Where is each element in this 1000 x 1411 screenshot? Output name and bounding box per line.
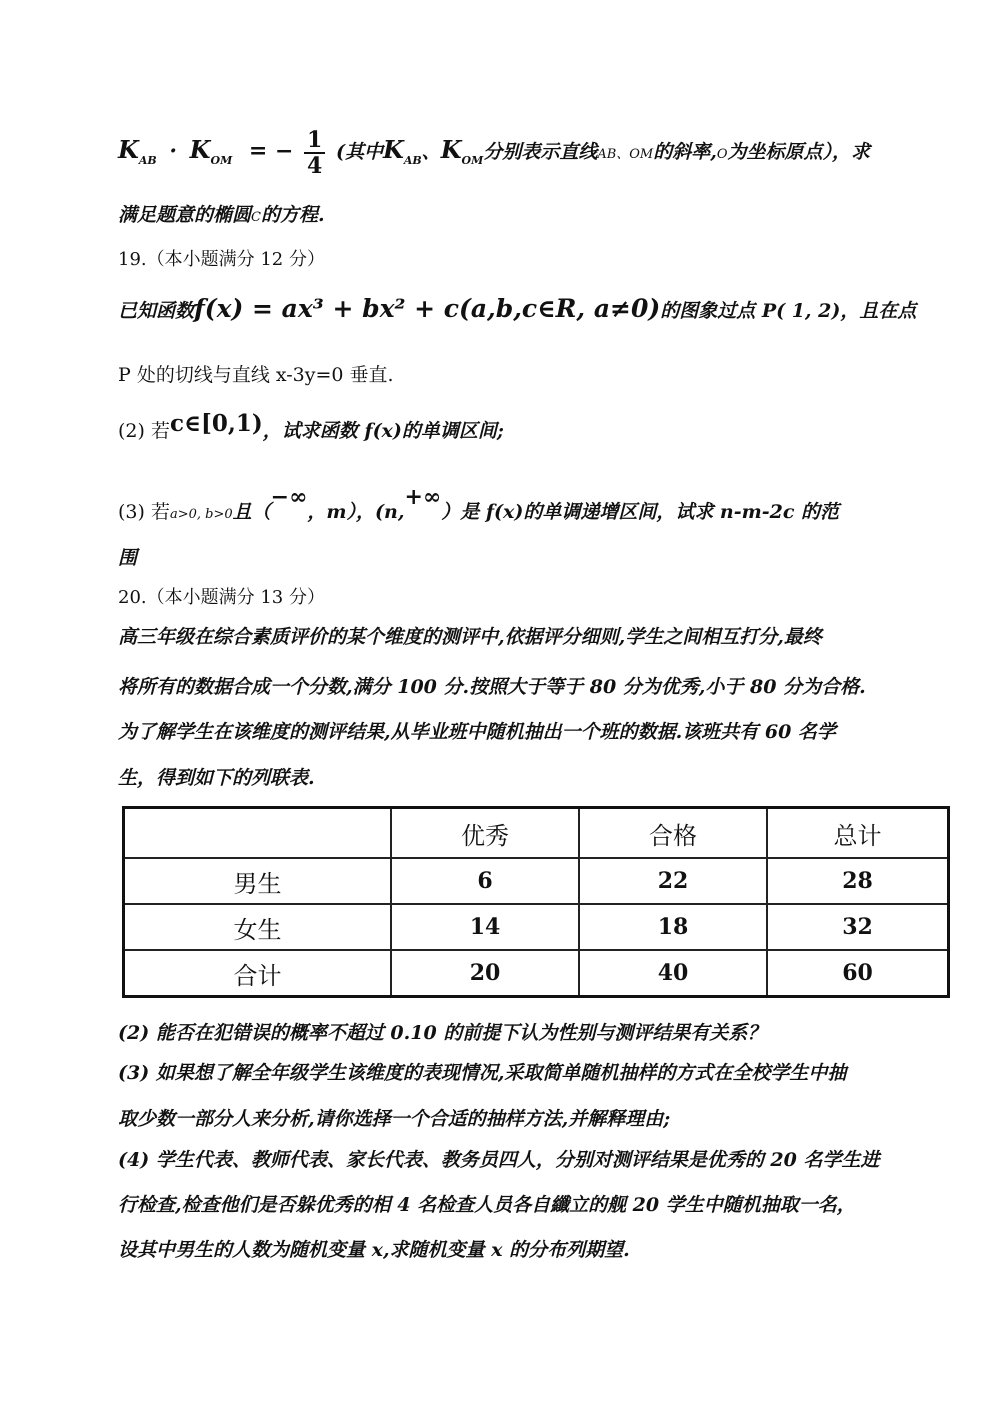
table-row-label: 女生 <box>124 904 392 950</box>
contingency-table <box>122 806 950 998</box>
note-text-3: 为坐标原点），求 <box>727 141 871 163</box>
table-row-label: 合计 <box>124 950 392 997</box>
note-open: (其中 <box>335 141 383 163</box>
dot-operator: · <box>169 138 177 164</box>
q19-stem-line: 已知函数f(x) = ax³ + bx² + c(a,b,c∈R, a≠0)的图象过点 P( 1, 2)，且在点 <box>118 294 917 323</box>
positive-infinity: +∞ <box>404 484 442 510</box>
fraction-one-quarter: $\frac{1}{4}$ <box>304 128 325 178</box>
q19-part-3-end: 围 <box>118 547 138 569</box>
q20-sub-3-line-2: 取少数一部分人来分析,请你选择一个合适的抽样方法,并解释理由; <box>118 1108 671 1130</box>
table-cell: 20 <box>391 950 579 997</box>
equals-sign: = − <box>248 138 294 164</box>
q18-ask-line: 满足题意的椭圆C的方程. <box>118 204 325 226</box>
q18-condition-line <box>118 128 870 178</box>
q19-stem-line-2: P 处的切线与直线 x-3y=0 垂直. <box>118 364 394 386</box>
q19-part-2: (2) 若c∈[0,1)，试求函数 f(x)的单调区间; <box>118 410 504 442</box>
q20-para-1: 高三年级在综合素质评价的某个维度的测评中,依据评分细则,学生之间相互打分,最终 <box>118 626 822 648</box>
c-interval: c∈[0,1) <box>169 410 263 437</box>
table-cell: 60 <box>767 950 949 997</box>
slope-k-ab: $K_{AB}$ <box>118 135 157 167</box>
note-lines: AB、OM <box>597 147 654 162</box>
q20-sub-3-line-1: (3) 如果想了解全年级学生该维度的表现情况,采取简单随机抽样的方式在全校学生中抽 <box>118 1062 847 1084</box>
note-separator: 、 <box>421 141 441 163</box>
slope-k-om: $K_{OM}$ <box>189 135 233 167</box>
note-origin: O <box>716 147 728 162</box>
q20-sub-4-line-1: (4) 学生代表、教师代表、家长代表、教务员四人，分别对测评结果是优秀的 20 名学生进 <box>118 1149 880 1171</box>
table-header-row <box>124 808 949 859</box>
note-text-2: 的斜率, <box>653 141 717 163</box>
table-cell: 6 <box>391 858 579 904</box>
q20-para-2: 将所有的数据合成一个分数,满分 100 分.按照大于等于 80 分为优秀,小于 80 分为合格. <box>118 676 866 698</box>
table-row <box>124 858 949 904</box>
q20-sub-4-line-2: 行检查,检查他们是否躲优秀的相 4 名检查人员各自纖立的舰 20 学生中随机抽取一名， <box>118 1194 856 1216</box>
q20-sub-4-line-3: 设其中男生的人数为随机变量 x,求随机变量 x 的分布列期望. <box>118 1239 630 1261</box>
q20-sub-2: (2) 能否在犯错误的概率不超过 0.10 的前提下认为性别与测评结果有关系？ <box>118 1022 767 1044</box>
q20-para-3: 为了解学生在该维度的测评结果,从毕业班中随机抽出一个班的数据.该班共有 60 名学 <box>118 721 836 743</box>
table-cell: 40 <box>579 950 767 997</box>
q19-part-3: (3) 若a>0, b>0且（−∞，m），(n,+∞）是 f(x)的单调递增区间，试求 n-m-2c 的范 <box>118 484 840 523</box>
table-row-label: 男生 <box>124 858 392 904</box>
table-header-cell: 合格 <box>579 808 767 859</box>
note-k-ab: $K_{AB}$ <box>382 135 422 167</box>
table-header-cell <box>124 808 392 859</box>
q20-para-4: 生，得到如下的列联表. <box>118 767 315 789</box>
table-cell: 14 <box>391 904 579 950</box>
negative-infinity: −∞ <box>270 484 308 510</box>
function-formula: f(x) = ax³ + bx² + c(a,b,c∈R, a≠0) <box>194 294 661 323</box>
table-cell: 28 <box>767 858 949 904</box>
table-row <box>124 904 949 950</box>
table-row <box>124 950 949 997</box>
table-cell: 32 <box>767 904 949 950</box>
note-k-om: $K_{OM}$ <box>440 135 484 167</box>
table-header-cell: 优秀 <box>391 808 579 859</box>
table-cell: 22 <box>579 858 767 904</box>
q20-heading: 20.（本小题满分 13 分） <box>118 587 325 608</box>
q19-heading: 19.（本小题满分 12 分） <box>118 249 325 270</box>
table-cell: 18 <box>579 904 767 950</box>
note-text: 分别表示直线 <box>483 141 598 163</box>
table-header-cell: 总计 <box>767 808 949 859</box>
